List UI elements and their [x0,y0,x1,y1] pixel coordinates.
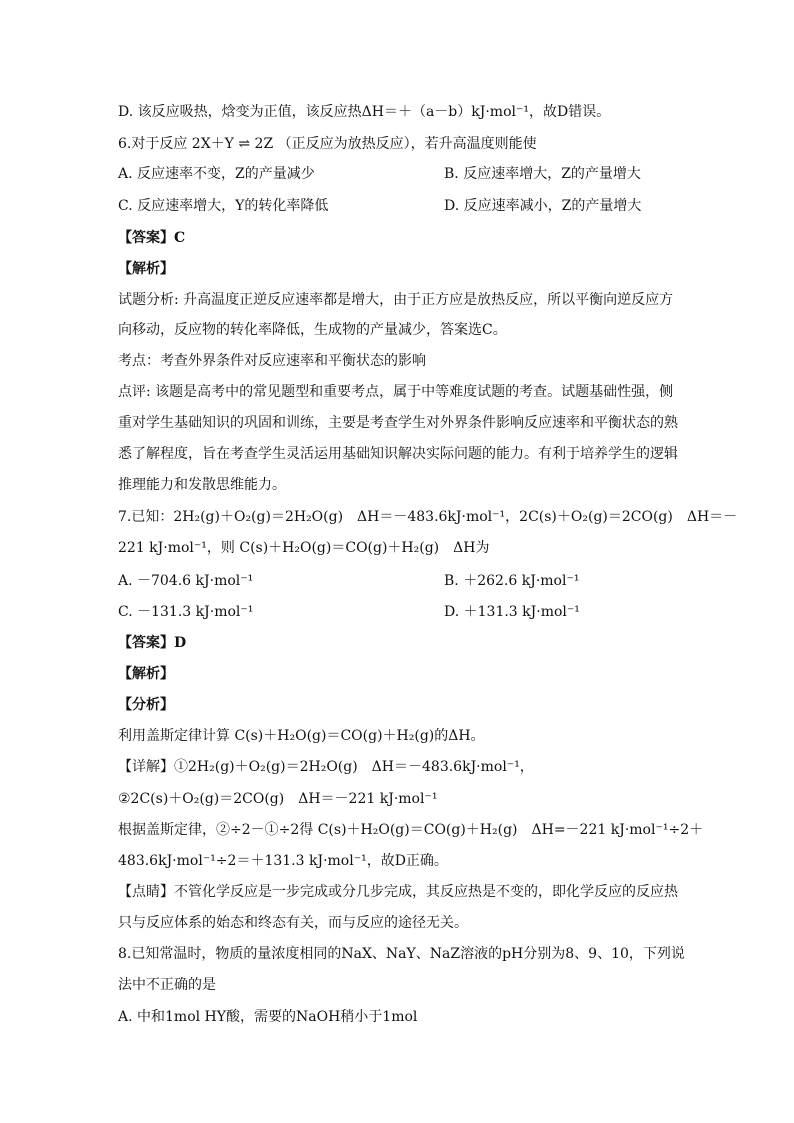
text-line: 【点睛】不管化学反应是一步完成或分几步完成，其反应热是不变的，即化学反应的反应热 [118,884,678,900]
question-8-stem-cont: 法中不正确的是 [118,977,216,993]
option-7d: D. ＋131.3 kJ·mol⁻¹ [444,604,580,620]
text-line: 重对学生基础知识的巩固和训练，主要是考查学生对外界条件影响反应速率和平衡状态的熟 [118,415,678,431]
question-7-stem: 7.已知：2H₂(g)＋O₂(g)＝2H₂O(g) ΔH＝－483.6kJ·mol⁻¹，2C(s)＋O₂(g)＝2CO(g) ΔH＝－ [118,509,738,525]
text-line: 推理能力和发散思维能力。 [118,477,286,493]
option-6c: C. 反应速率增大，Y的转化率降低 [118,198,329,214]
text-line: 只与反应体系的始态和终态有关，而与反应的途径无关。 [118,915,468,931]
text-line: 【详解】①2H₂(g)＋O₂(g)＝2H₂O(g) ΔH＝－483.6kJ·mol⁻¹， [118,759,534,775]
text-line: 483.6kJ·mol⁻¹÷2＝＋131.3 kJ·mol⁻¹，故D正确。 [118,853,448,869]
text-line: 点评: 该题是高考中的常见题型和重要考点，属于中等难度试题的考查。试题基础性强，侧 [118,384,674,400]
answer-6: 【答案】C [118,230,186,246]
option-6d: D. 反应速率减小，Z的产量增大 [444,198,642,214]
text-line: 向移动，反应物的转化率降低，生成物的产量减少，答案选C。 [118,322,507,338]
text-line: D. 该反应吸热，焓变为正值，该反应热ΔH＝＋（a－b）kJ·mol⁻¹，故D错误。 [118,104,611,120]
option-6a: A. 反应速率不变，Z的产量减少 [118,166,315,182]
analysis-6-heading: 【解析】 [118,261,174,277]
option-6b: B. 反应速率增大，Z的产量增大 [444,166,641,182]
text-line: 考点：考查外界条件对反应速率和平衡状态的影响 [118,353,426,369]
option-8a: A. 中和1mol HY酸，需要的NaOH稍小于1mol [118,1009,418,1025]
question-6-stem: 6.对于反应 2X＋Y ⇌ 2Z （正反应为放热反应），若升高温度则能使 [118,136,537,152]
option-7a: A. －704.6 kJ·mol⁻¹ [118,573,254,589]
text-line: 利用盖斯定律计算 C(s)＋H₂O(g)＝CO(g)＋H₂(g)的ΔH。 [118,728,485,744]
option-7c: C. －131.3 kJ·mol⁻¹ [118,604,254,620]
breakdown-7-heading: 【分析】 [118,697,174,713]
text-line: 试题分析: 升高温度正逆反应速率都是增大，由于正方应是放热反应，所以平衡向逆反应方 [118,292,674,308]
text-line: 根据盖斯定律，②÷2－①÷2得 C(s)＋H₂O(g)＝CO(g)＋H₂(g) ΔH=－221 kJ·mol⁻¹÷2＋ [118,822,704,838]
analysis-7-heading: 【解析】 [118,666,174,682]
text-line: ②2C(s)＋O₂(g)＝2CO(g) ΔH＝－221 kJ·mol⁻¹ [118,791,438,807]
answer-7: 【答案】D [118,635,187,651]
text-line: 悉了解程度，旨在考查学生灵活运用基础知识解决实际问题的能力。有利于培养学生的逻辑 [118,446,678,462]
option-7b: B. ＋262.6 kJ·mol⁻¹ [444,573,580,589]
question-7-stem-cont: 221 kJ·mol⁻¹，则 C(s)＋H₂O(g)＝CO(g)＋H₂(g) ΔH为 [118,540,490,556]
question-8-stem: 8.已知常温时，物质的量浓度相同的NaX、NaY、NaZ溶液的pH分别为8、9、10，下列说 [118,946,685,962]
